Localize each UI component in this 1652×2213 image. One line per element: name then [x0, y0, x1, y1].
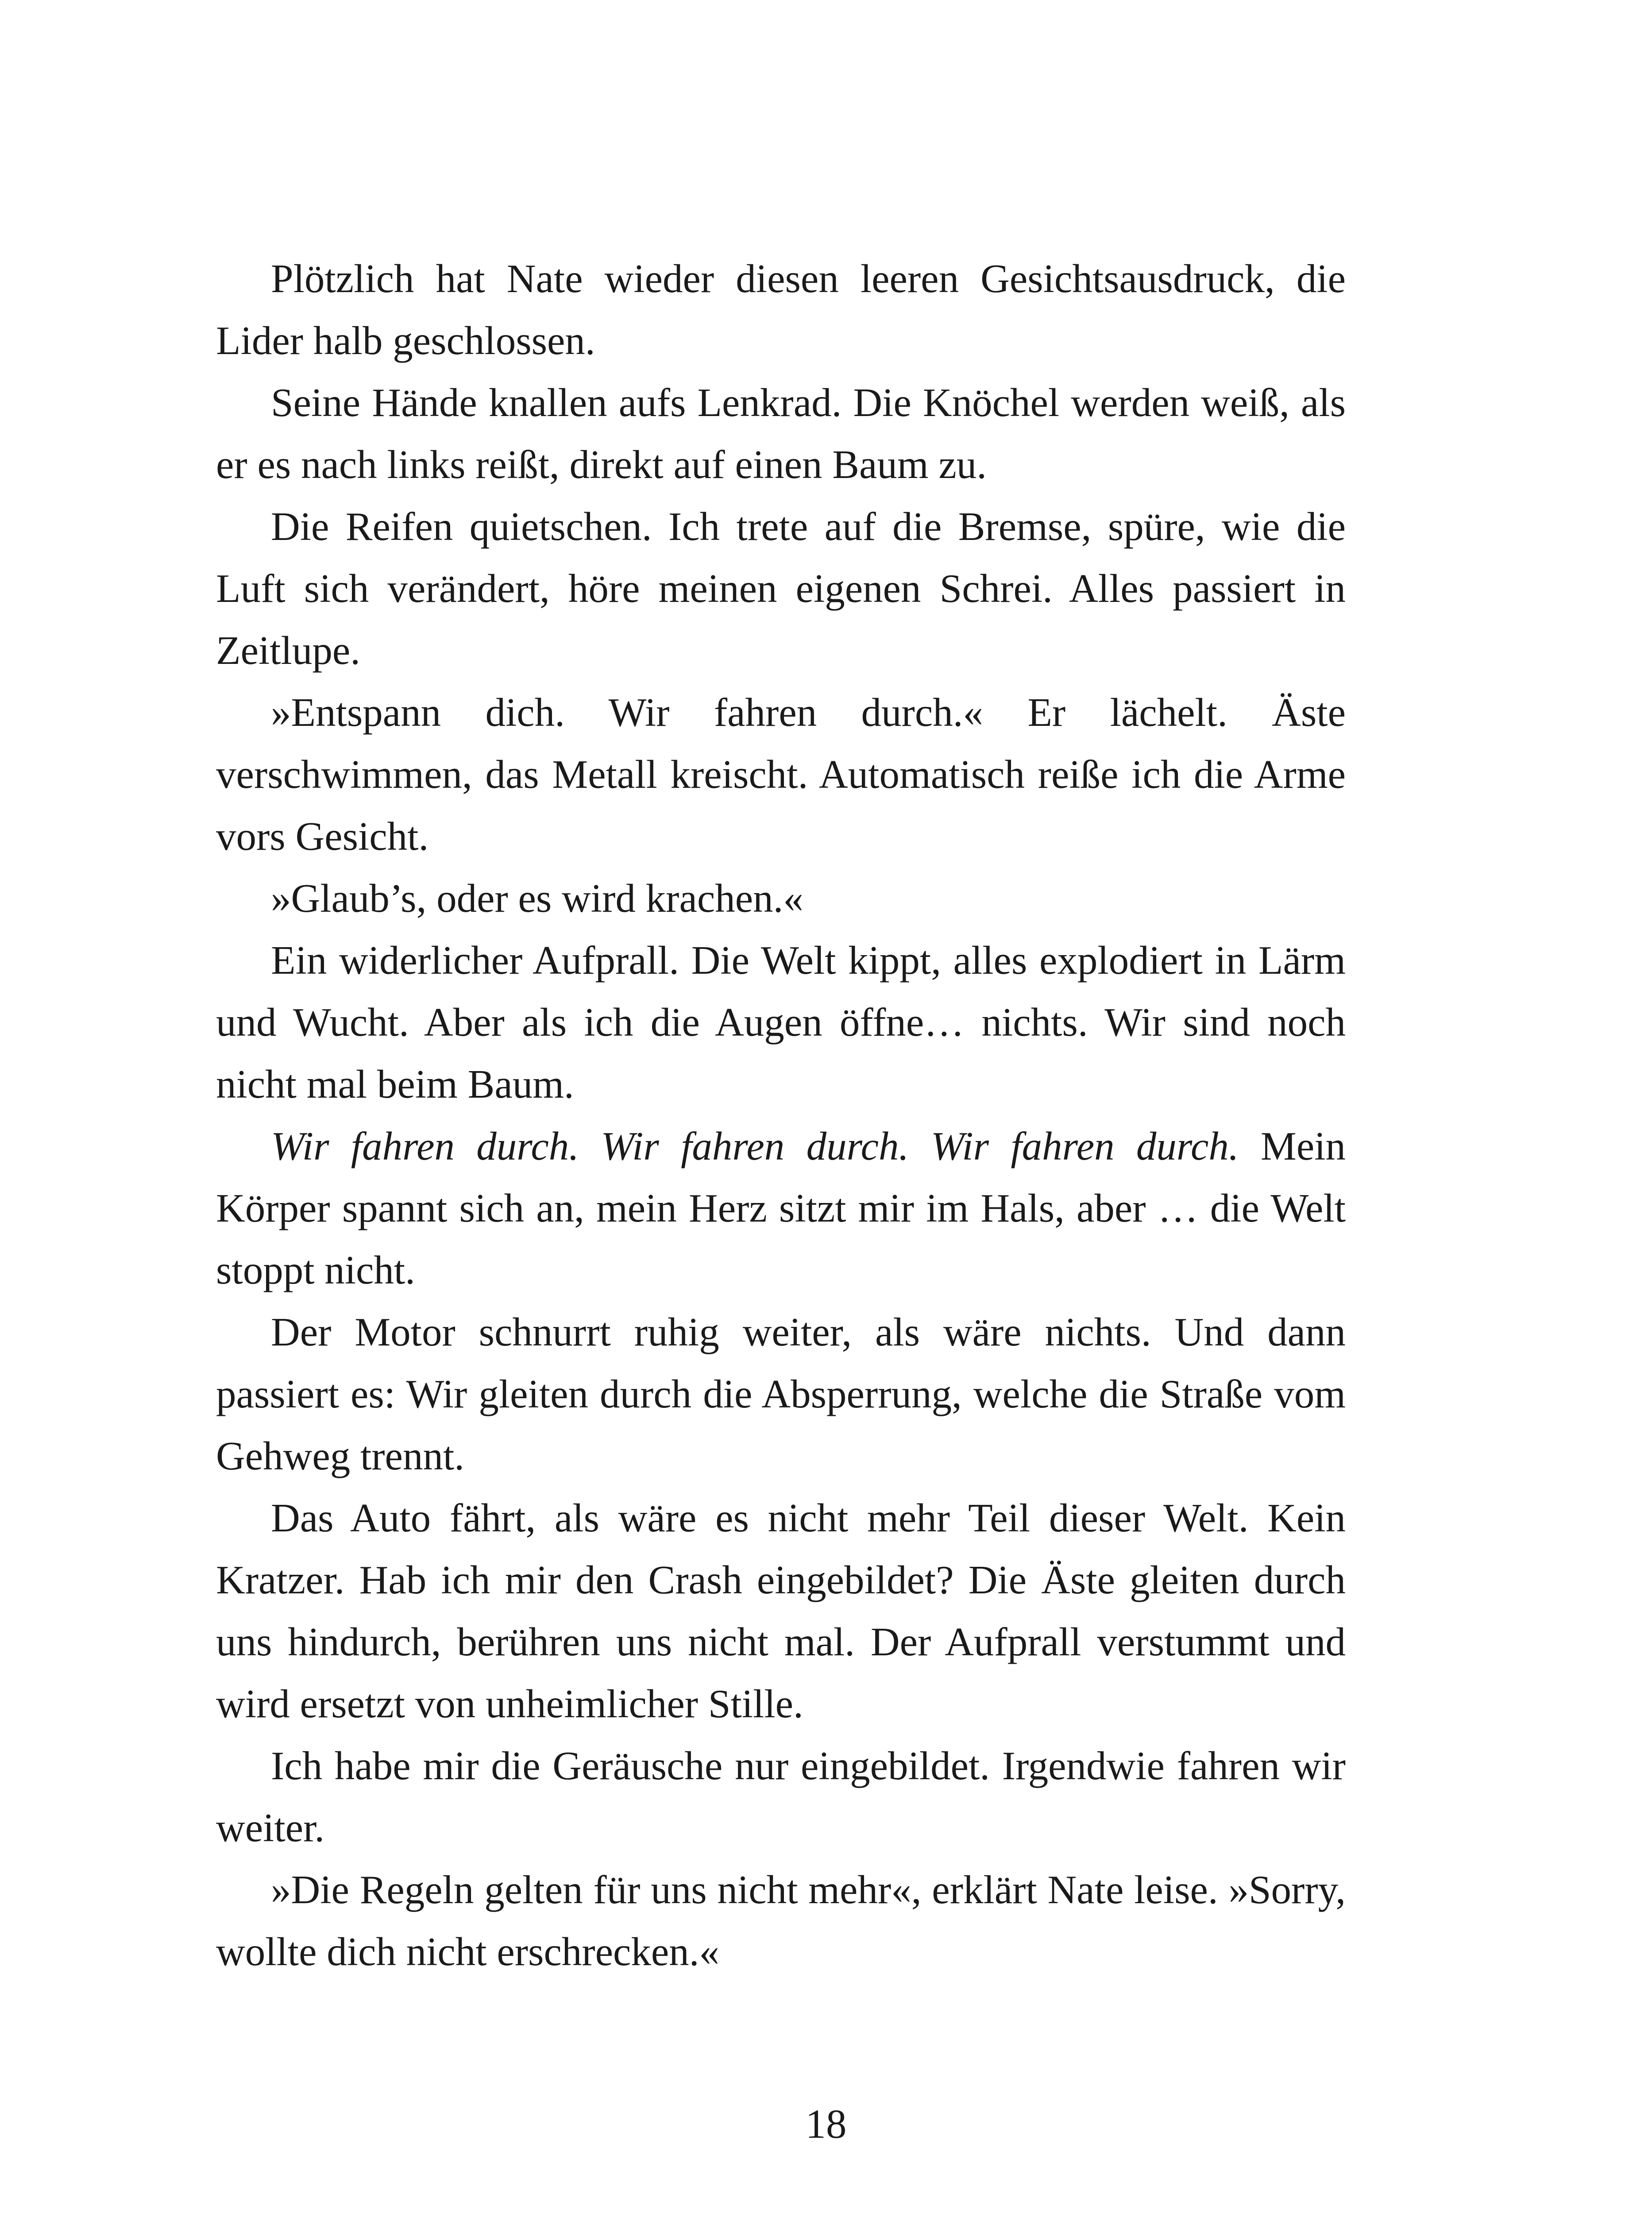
- paragraph: Die Reifen quietschen. Ich trete auf die Bremse, spüre, wie die Luft sich verändert, höre meinen eigenen Schrei. Alles passiert in Zeitlupe.: [216, 504, 1346, 673]
- italic-phrase: Wir fahren durch. Wir fahren durch. Wir fahren durch.: [271, 1124, 1239, 1168]
- paragraph: Plötzlich hat Nate wieder diesen leeren Gesichtsausdruck, die Lider halb geschlossen.: [216, 256, 1346, 363]
- paragraph: Seine Hände knallen aufs Lenkrad. Die Knöchel werden weiß, als er es nach links reißt, direkt auf einen Baum zu.: [216, 380, 1346, 487]
- paragraph: Der Motor schnurrt ruhig weiter, als wäre nichts. Und dann passiert es: Wir gleiten durch die Absperrung, welche die Straße vom Gehweg trennt.: [216, 1310, 1346, 1478]
- paragraph: Ich habe mir die Geräusche nur eingebildet. Irgendwie fahren wir weiter.: [216, 1743, 1346, 1850]
- page-number: 18: [805, 2101, 847, 2147]
- paragraph: »Die Regeln gelten für uns nicht mehr«, erklärt Nate leise. »Sorry, wollte dich nicht erschrecken.«: [216, 1867, 1346, 1974]
- paragraph: »Glaub’s, oder es wird krachen.«: [271, 876, 803, 921]
- paragraph: Ein widerlicher Aufprall. Die Welt kippt, alles explodiert in Lärm und Wucht. Aber als ich die Augen öffne… nichts. Wir sind noch nicht mal beim Baum.: [216, 938, 1346, 1106]
- paragraph: Das Auto fährt, als wäre es nicht mehr Teil dieser Welt. Kein Kratzer. Hab ich mir den Crash eingebildet? Die Äste gleiten durch uns hindurch, berühren uns nicht mal. Der Aufprall verstummt und wird ersetzt von unheimlicher Stille.: [216, 1496, 1346, 1726]
- paragraph: »Entspann dich. Wir fahren durch.« Er lächelt. Äste verschwimmen, das Metall kreischt. Automatisch reiße ich die Arme vors Gesicht.: [216, 690, 1346, 859]
- paragraph-rest: Mein Körper spannt sich an, mein Herz sitzt mir im Hals, aber … die Welt stoppt nicht.: [216, 1124, 1346, 1292]
- paragraph: [216, 1115, 1346, 1301]
- body-text: [216, 248, 1346, 1983]
